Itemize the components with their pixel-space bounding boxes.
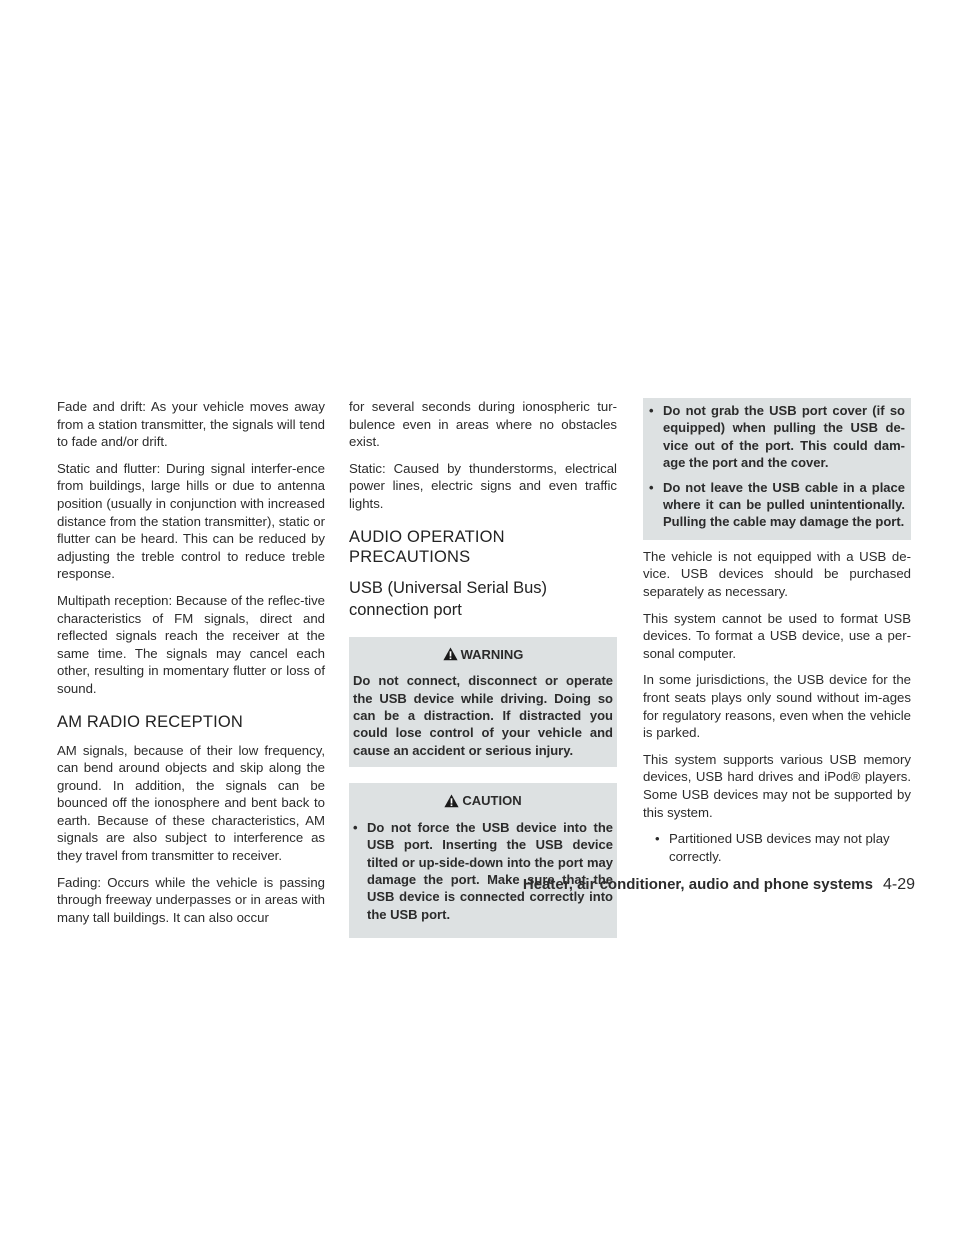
audio-precautions-heading: AUDIO OPERATION PRECAUTIONS <box>349 527 505 566</box>
am-radio-heading: AM RADIO RECEPTION <box>57 712 244 731</box>
caution-bullet-text: Do not grab the USB port cover (if so equipped) when pulling the USB de-vice out of the port. This could dam-age the port and the cover. <box>663 403 905 471</box>
warning-title: WARNING <box>460 646 524 662</box>
column-left <box>57 398 325 935</box>
caution-triangle-icon <box>444 794 459 808</box>
column-middle <box>349 398 617 954</box>
bullet-marker: • <box>353 819 358 835</box>
caution-bullet <box>649 479 905 531</box>
column-right <box>643 398 911 865</box>
fading-paragraph: Fading: Occurs while the vehicle is passing through freeway underpasses or in areas with many tall buildings. It can also occur <box>57 874 325 925</box>
bullet-marker: • <box>655 831 660 847</box>
caution-header <box>353 792 613 810</box>
caution-bullet <box>353 819 613 923</box>
caution-bullet <box>649 402 905 472</box>
warning-text: Do not connect, disconnect or operate the USB device while driving. Doing so can be a distraction. If distracted you could lose control of your vehicle and cause an accident or serious injury. <box>353 673 613 758</box>
static-paragraph: Static: Caused by thunderstorms, electrical power lines, electric signs and even traffic lights. <box>349 460 617 511</box>
partitioned-usb-text: Partitioned USB devices may not play correctly. <box>669 831 890 864</box>
list-item <box>643 830 911 865</box>
caution-bullet-text: Do not force the USB device into the USB port. Inserting the USB device tilted or up-side-down into the port may damage the port. Make sure that the USB device is connected correctly into the USB port. <box>367 819 613 922</box>
static-flutter-paragraph: Static and flutter: During signal interfer-ence from buildings, large hills or due to antenna position (usually in conjunction with increased distance from the station transmitter), static or flutter can be heard. This can be reduced by adjusting the treble control to reduce treble response. <box>57 460 325 582</box>
warning-box <box>349 637 617 768</box>
chapter-title: Heater, air conditioner, audio and phone systems <box>522 876 873 893</box>
warning-header <box>353 646 613 664</box>
page-number: 4-29 <box>882 876 915 893</box>
multipath-paragraph: Multipath reception: Because of the reflec-tive characteristics of FM signals, direct and reflected signals reach the receiver at the same time. The signals may cancel each other, resulting in momentary flutter or loss of sound. <box>57 592 325 696</box>
fade-drift-paragraph: Fade and drift: As your vehicle moves away from a station transmitter, the signals will tend to fade and/or drift. <box>57 399 325 450</box>
usb-format-paragraph: This system cannot be used to format USB devices. To format a USB device, use a per-sonal computer. <box>643 610 911 661</box>
usb-not-equipped-paragraph: The vehicle is not equipped with a USB de-vice. USB devices should be purchased separately as necessary. <box>643 548 911 600</box>
jurisdictions-paragraph: In some jurisdictions, the USB device for the front seats plays only sound without im-ages for regulatory reasons, even when the vehicle is parked. <box>643 672 911 741</box>
usb-support-paragraph: This system supports various USB memory devices, USB hard drives and iPod® players. Some USB devices may not be supported by this system. <box>643 751 911 820</box>
ionospheric-paragraph: for several seconds during ionospheric tur-bulence even in areas where no obstacles exist. <box>349 399 617 450</box>
bullet-marker: • <box>649 479 654 495</box>
warning-triangle-icon <box>443 647 458 661</box>
page-footer <box>523 876 915 894</box>
caution-title: CAUTION <box>462 793 522 809</box>
bullet-marker: • <box>649 403 654 418</box>
usb-port-heading: USB (Universal Serial Bus) connection port <box>349 578 548 619</box>
caution-box <box>349 783 617 938</box>
caution-box-continued <box>643 398 911 540</box>
caution-bullet-text: Do not leave the USB cable in a place where it can be pulled unintentionally. Pulling the cable may damage the port. <box>663 479 905 530</box>
am-signals-paragraph: AM signals, because of their low frequency, can bend around objects and skip along the ground. In addition, the signals can be bounced off the ionosphere and bent back to earth. Because of these characteristics, AM signals are also subject to interference as they travel from transmitter to receiver. <box>57 742 325 864</box>
